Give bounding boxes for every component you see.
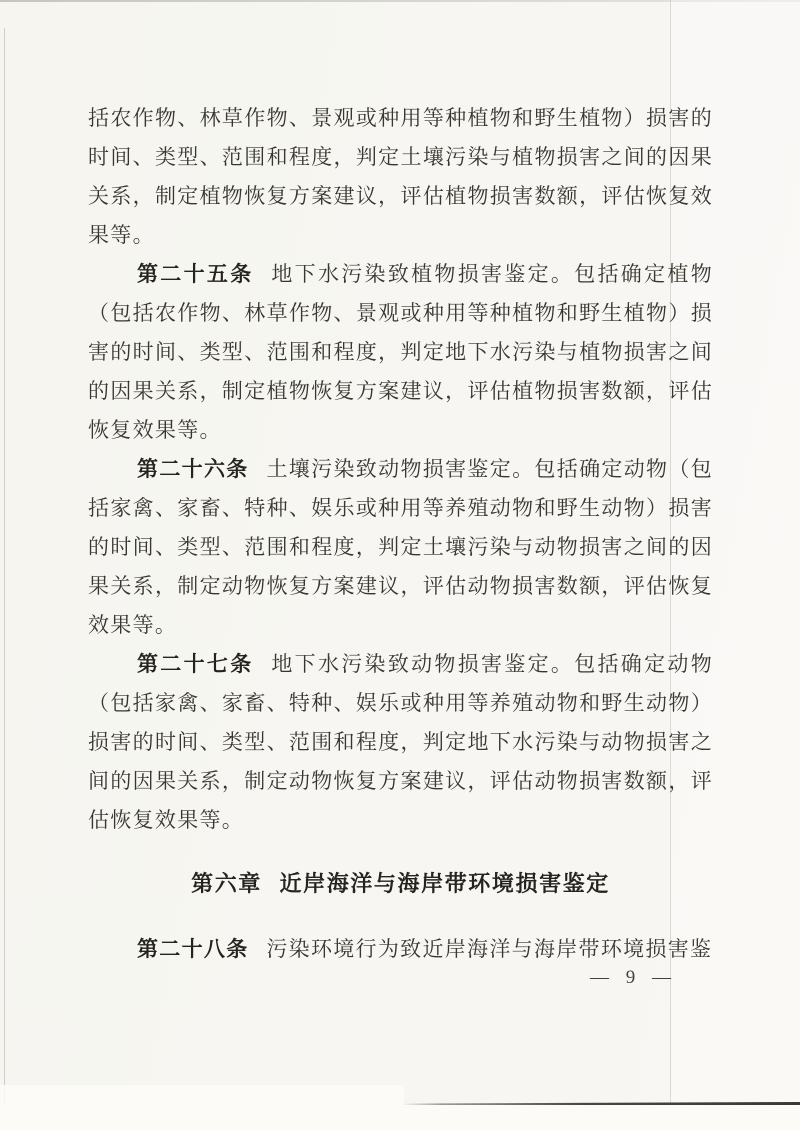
- scan-bottom-left-band: [0, 1085, 404, 1105]
- paragraph-text: 地下水污染致动物损害鉴定。包括确定动物（包括家禽、家畜、特种、娱乐或种用等养殖动物和野生动物）损害的时间、类型、范围和程度，判定地下水污染与动物损害之间的因果关系，制定动物恢复方案建议，评估动物损害数额，评估恢复效果等。: [88, 652, 714, 832]
- paragraph-article-28: [88, 930, 713, 969]
- paragraph-text: 土壤污染致动物损害鉴定。包括确定动物（包括家禽、家畜、特种、娱乐或种用等养殖动物和野生动物）损害的时间、类型、范围和程度，判定土壤污染与动物损害之间的因果关系，制定动物恢复方案建议，评估动物损害数额，评估恢复效果等。: [88, 457, 714, 637]
- paragraph-article-27: [88, 645, 713, 840]
- article-number: 第二十八条: [137, 937, 249, 961]
- paragraph-continuation: [88, 99, 713, 255]
- chapter-title: 近岸海洋与海岸带环境损害鉴定: [279, 871, 610, 896]
- paragraph-text: 污染环境行为致近岸海洋与海岸带环境损害鉴: [266, 937, 713, 961]
- article-number: 第二十七条: [137, 652, 254, 676]
- scan-bottom-margin: [0, 1105, 800, 1131]
- article-number: 第二十六条: [137, 457, 249, 481]
- paragraph-text: 地下水污染致植物损害鉴定。包括确定植物（包括农作物、林草作物、景观或种用等种植物和野生植物）损害的时间、类型、范围和程度，判定地下水污染与植物损害之间的因果关系，制定植物恢复方案建议，评估植物损害数额，评估恢复效果等。: [88, 262, 714, 442]
- paragraph-text: 括农作物、林草作物、景观或种用等种植物和野生植物）损害的时间、类型、范围和程度，判定土壤污染与植物损害之间的因果关系，制定植物恢复方案建议，评估植物损害数额，评估恢复效果等。: [88, 106, 713, 247]
- scan-left-edge-line: [4, 28, 5, 1106]
- article-number: 第二十五条: [137, 262, 254, 286]
- paragraph-article-26: [88, 450, 713, 645]
- paragraph-article-25: [88, 255, 713, 450]
- document-body: [88, 0, 713, 969]
- page-number: — 9 —: [590, 967, 672, 988]
- chapter-heading: [88, 864, 713, 904]
- chapter-number: 第六章: [191, 871, 262, 896]
